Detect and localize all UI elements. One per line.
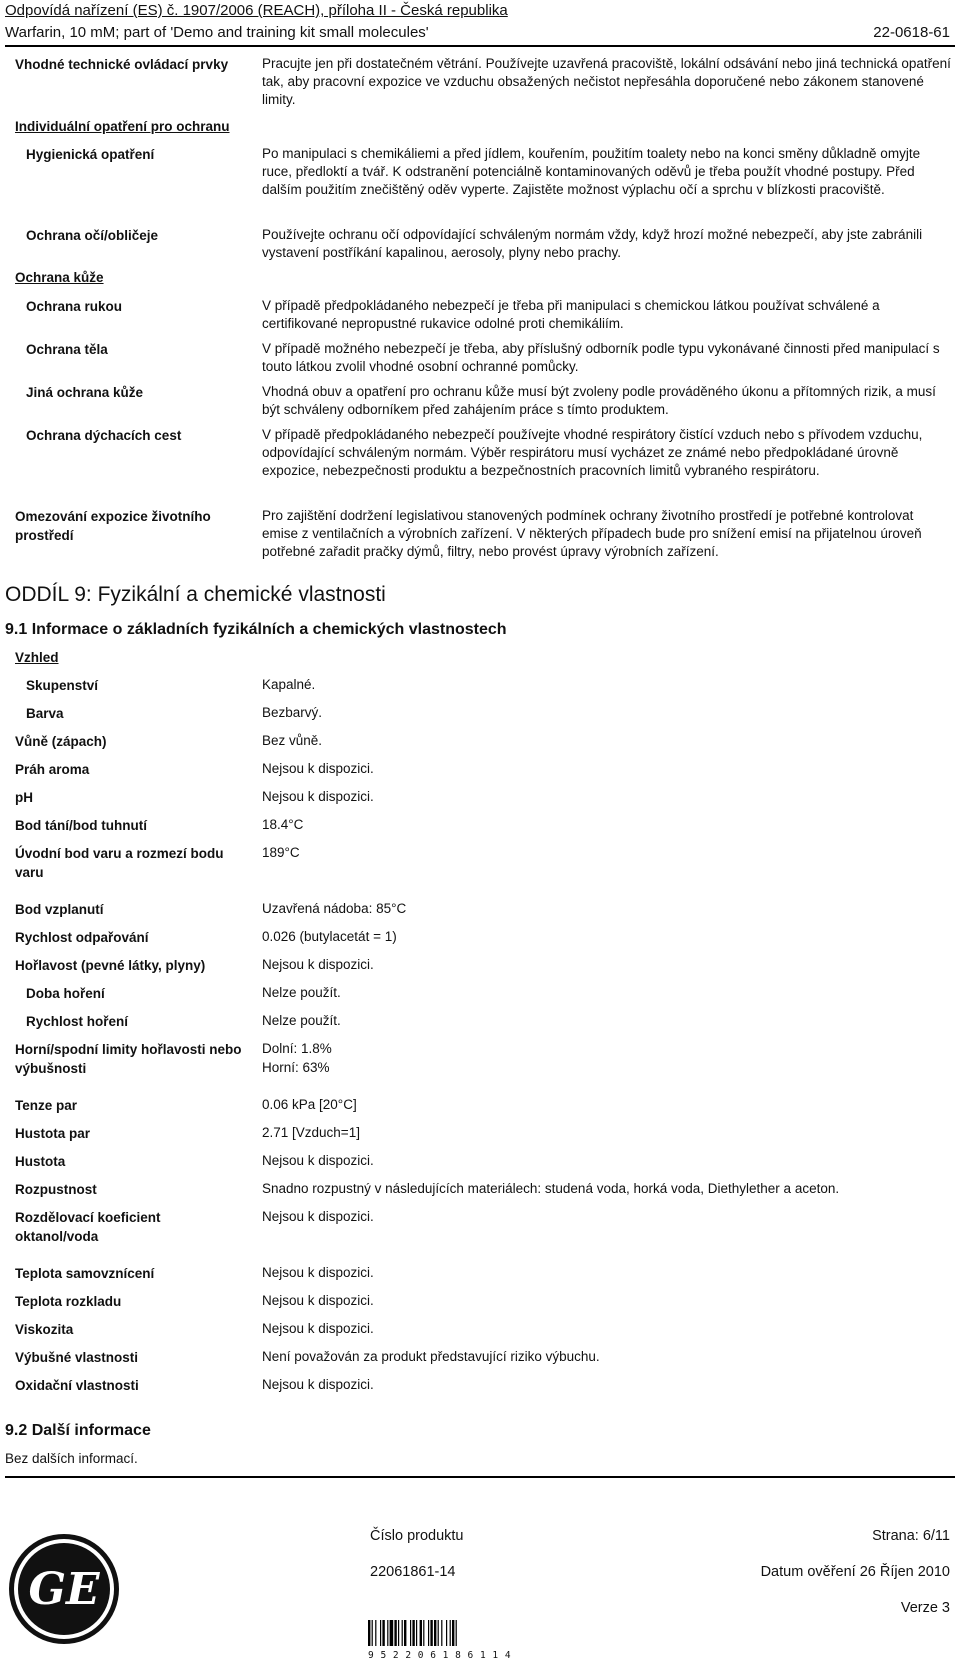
prop-value: 189°C xyxy=(262,845,300,860)
prop-value: Bez vůně. xyxy=(262,733,323,748)
environment-value: Pro zajištění dodržení legislativou stanovených podmínek ochrany životního prostředí je potřebné kontrolovat emise z ventilačních a výrobních zařízení. V některých případech bude pro snížení emisí na přijatelnou úroveň potřebné zařadit pračky dýmů, filtry, nebo provést úpravy výrobních zařízení. xyxy=(262,508,922,559)
prop-label: Hustota par xyxy=(15,1126,91,1141)
individual-protection-heading: Individuální opatření pro ochranu xyxy=(15,119,230,134)
environment-label: Omezování expozice životního prostředí xyxy=(15,509,211,543)
prop-label: Výbušné vlastnosti xyxy=(15,1350,139,1365)
prop-value: 18.4°C xyxy=(262,817,304,832)
barcode-bar xyxy=(394,1620,396,1646)
barcode xyxy=(368,1620,518,1661)
prop-value: Nejsou k dispozici. xyxy=(262,789,374,804)
prop-value: Kapalné. xyxy=(262,677,316,692)
barcode-bar xyxy=(446,1620,447,1646)
barcode-bar xyxy=(434,1620,436,1646)
prop-value: Nejsou k dispozici. xyxy=(262,1265,374,1280)
section9-2-heading: 9.2 Další informace xyxy=(5,1422,151,1439)
prop-label: Hustota xyxy=(15,1154,66,1169)
barcode-bar xyxy=(375,1620,376,1646)
prop-label: Viskozita xyxy=(15,1322,74,1337)
barcode-bar xyxy=(404,1620,406,1646)
footer-divider xyxy=(5,1476,955,1478)
section9-title: ODDÍL 9: Fyzikální a chemické vlastnosti xyxy=(5,583,386,606)
prop-label: Doba hoření xyxy=(26,986,105,1001)
version: Verze 3 xyxy=(900,1600,950,1616)
barcode-bar xyxy=(398,1620,399,1646)
section9-2-text: Bez dalších informací. xyxy=(5,1451,138,1466)
prop-label: Horní/spodní limity hořlavosti nebo výbušnosti xyxy=(15,1042,242,1076)
hand-protection-value: V případě předpokládaného nebezpečí je třeba při manipulaci s chemickou látkou používat schválené a certifikované nepropustné rukavice odolné proti chemikáliím. xyxy=(262,298,880,331)
respiratory-value: V případě předpokládaného nebezpečí používejte vhodné respirátory čistící vzduch nebo s přívodem vzduchu, odpovídající schváleným normám. Výběr respirátoru musí vycházet ze známé nebo předpokládané úrovně expozice, nebezpečnosti produktu a bezpečnostních pracovních limitů vybraného respirátoru. xyxy=(262,427,923,478)
barcode-bar xyxy=(450,1620,451,1646)
product-code: 22-0618-61 xyxy=(873,24,950,41)
prop-value: 0.026 (butylacetát = 1) xyxy=(262,929,397,944)
barcode-bar xyxy=(438,1620,439,1646)
prop-value-upper: Horní: 63% xyxy=(262,1060,330,1075)
barcode-bar xyxy=(372,1620,373,1646)
prop-label: Hořlavost (pevné látky, plyny) xyxy=(15,958,206,973)
prop-label: Skupenství xyxy=(26,678,99,693)
prop-label: Rychlost odpařování xyxy=(15,930,149,945)
prop-label: Teplota samovznícení xyxy=(15,1266,155,1281)
barcode-bar xyxy=(423,1620,424,1646)
prop-value: Nejsou k dispozici. xyxy=(262,1293,374,1308)
eye-protection-label: Ochrana očí/obličeje xyxy=(26,228,159,243)
barcode-bar xyxy=(420,1620,422,1646)
other-skin-value: Vhodná obuv a opatření pro ochranu kůže musí být zvoleny podle prováděného úkonu a přítomných rizik, a musí být schváleny odborníkem před zahájením práce s tímto produktem. xyxy=(262,384,936,417)
prop-value: Není považován za produkt představující riziko výbuchu. xyxy=(262,1349,600,1364)
other-skin-label: Jiná ochrana kůže xyxy=(26,385,144,400)
product-number: 22061861-14 xyxy=(370,1564,456,1580)
prop-value: 2.71 [Vzduch=1] xyxy=(262,1125,360,1140)
prop-label: Vůně (zápach) xyxy=(15,734,107,749)
respiratory-label: Ochrana dýchacích cest xyxy=(26,428,182,443)
ge-logo-icon xyxy=(8,1533,120,1648)
prop-label: pH xyxy=(15,790,33,805)
prop-value: Nejsou k dispozici. xyxy=(262,1321,374,1336)
barcode-bar xyxy=(380,1620,381,1646)
prop-label: Úvodní bod varu a rozmezí bodu varu xyxy=(15,846,224,880)
header-divider xyxy=(5,45,955,47)
prop-value: Nejsou k dispozici. xyxy=(262,761,374,776)
eye-protection-value: Používejte ochranu očí odpovídající schváleným normám vždy, když hrozí možné nebezpečí, aby jste zabránili vystavení postříkání kapalinou, aerosoly, plyny nebo prachy. xyxy=(262,227,923,260)
prop-value: Uzavřená nádoba: 85°C xyxy=(262,901,407,916)
revision-date: Datum ověření 26 Říjen 2010 xyxy=(760,1564,950,1580)
product-header: Warfarin, 10 mM; part of 'Demo and training kit small molecules' xyxy=(5,24,429,41)
prop-label: Rozdělovací koeficient oktanol/voda xyxy=(15,1210,161,1244)
prop-label: Rozpustnost xyxy=(15,1182,97,1197)
prop-label: Práh aroma xyxy=(15,762,90,777)
barcode-bar xyxy=(382,1620,384,1646)
barcode-bars xyxy=(368,1620,518,1646)
barcode-bar xyxy=(368,1620,370,1646)
prop-value: Nejsou k dispozici. xyxy=(262,1153,374,1168)
prop-label: Barva xyxy=(26,706,64,721)
prop-label: Tenze par xyxy=(15,1098,78,1113)
page-number: Strana: 6/11 xyxy=(872,1528,950,1544)
prop-value: Bezbarvý. xyxy=(262,705,323,720)
barcode-bar xyxy=(390,1620,394,1646)
engineering-value: Pracujte jen při dostatečném větrání. Používejte uzavřená pracoviště, lokální odsávání nebo jiná technická opatření tak, aby pracovní expozice ve vzduchu obsažených nečistot nepřesáhla doporučené nebo zákonem stanovené limity. xyxy=(262,56,951,107)
barcode-bar xyxy=(412,1620,414,1646)
barcode-bar xyxy=(402,1620,403,1646)
body-protection-value: V případě možného nebezpečí je třeba, aby příslušný odborník podle typu vykonávané činnosti před manipulací s touto látkou zvolil vhodné osobní ochranné pomůcky. xyxy=(262,341,940,374)
prop-value: Nejsou k dispozici. xyxy=(262,957,374,972)
prop-value: Nejsou k dispozici. xyxy=(262,1209,374,1224)
barcode-bar xyxy=(387,1620,388,1646)
body-protection-label: Ochrana těla xyxy=(26,342,108,357)
barcode-bar xyxy=(452,1620,454,1646)
prop-value: 0.06 kPa [20°C] xyxy=(262,1097,357,1112)
prop-label: Oxidační vlastnosti xyxy=(15,1378,139,1393)
barcode-digits: 9 5 2 2 0 6 1 8 6 1 1 4 xyxy=(368,1650,512,1661)
prop-value: Nelze použít. xyxy=(262,1013,341,1028)
regulation-header: Odpovídá nařízení (ES) č. 1907/2006 (REACH), příloha II - Česká republika xyxy=(5,2,508,19)
prop-label: Bod tání/bod tuhnutí xyxy=(15,818,147,833)
prop-label: Bod vzplanutí xyxy=(15,902,104,917)
prop-label: Teplota rozkladu xyxy=(15,1294,122,1309)
barcode-bar xyxy=(410,1620,411,1646)
hygiene-value: Po manipulaci s chemikáliemi a před jídlem, kouřením, použitím toalety nebo na konci směny důkladně omyjte ruce, předloktí a tvář. K odstranění potenciálně kontaminovaných oděvů je třeba použít vhodné postupy. Před dalším použitím znečištěný oděv vyperte. Zajistěte možnost výplachu očí a sprchu v blízkosti pracoviště. xyxy=(262,146,921,197)
prop-value: Dolní: 1.8% xyxy=(262,1041,332,1056)
engineering-label: Vhodné technické ovládací prvky xyxy=(15,57,229,72)
prop-label: Rychlost hoření xyxy=(26,1014,129,1029)
barcode-bar xyxy=(430,1620,432,1646)
skin-protection-heading: Ochrana kůže xyxy=(15,270,104,285)
svg-text:GE: GE xyxy=(28,1564,100,1615)
barcode-bar xyxy=(456,1620,457,1646)
prop-value: Nelze použít. xyxy=(262,985,341,1000)
hygiene-label: Hygienická opatření xyxy=(26,147,155,162)
barcode-bar xyxy=(428,1620,429,1646)
section9-1-heading: 9.1 Informace o základních fyzikálních a chemických vlastnostech xyxy=(5,621,507,638)
barcode-bar xyxy=(441,1620,442,1646)
product-number-label: Číslo produktu xyxy=(370,1528,464,1544)
barcode-bar xyxy=(416,1620,417,1646)
hand-protection-label: Ochrana rukou xyxy=(26,299,123,314)
prop-value: Snadno rozpustný v následujících materiálech: studená voda, horká voda, Diethylether a aceton. xyxy=(262,1181,840,1196)
appearance-heading: Vzhled xyxy=(15,650,59,665)
prop-value: Nejsou k dispozici. xyxy=(262,1377,374,1392)
